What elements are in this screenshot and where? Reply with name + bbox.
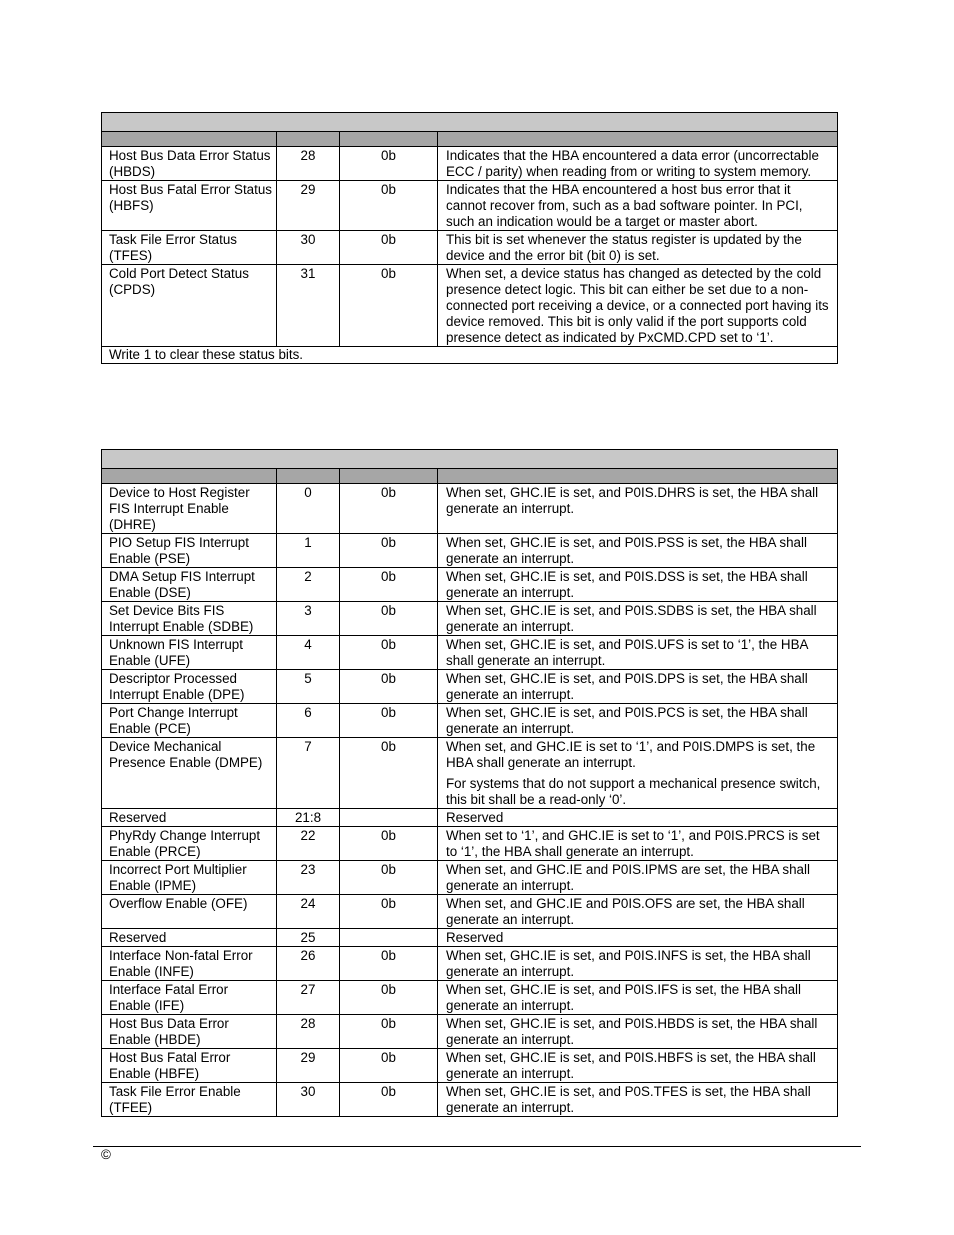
register-field-default: 0b (340, 568, 438, 602)
register-field-description (438, 1083, 838, 1117)
description-paragraph: When set, GHC.IE is set, and P0IS.HBDS is set, the HBA shall generate an interrupt. (446, 1016, 818, 1047)
register-field-default: 0b (340, 265, 438, 347)
register-field-name: Interface Fatal Error Enable (IFE) (102, 981, 277, 1015)
register-field-name: Incorrect Port Multiplier Enable (IPME) (102, 861, 277, 895)
register-field-bit: 1 (277, 534, 340, 568)
table-row (102, 827, 838, 861)
table-row (102, 484, 838, 534)
register-field-description (438, 704, 838, 738)
interrupt-enable-register-body (102, 450, 838, 1117)
register-field-name: Host Bus Data Error Status (HBDS) (102, 147, 277, 181)
table-row (102, 181, 838, 231)
register-field-bit: 26 (277, 947, 340, 981)
register-field-description (438, 1015, 838, 1049)
register-field-bit: 25 (277, 929, 340, 947)
description-paragraph: When set, GHC.IE is set, and P0IS.SDBS is set, the HBA shall generate an interrupt. (446, 603, 817, 634)
table-row (102, 981, 838, 1015)
register-field-name: Descriptor Processed Interrupt Enable (DPE) (102, 670, 277, 704)
table-row (102, 704, 838, 738)
register-field-description (438, 895, 838, 929)
register-field-name: Unknown FIS Interrupt Enable (UFE) (102, 636, 277, 670)
register-field-bit: 2 (277, 568, 340, 602)
register-field-default: 0b (340, 181, 438, 231)
description-paragraph: When set, a device status has changed as detected by the cold presence detect logic. This bit can either be set due to a non-connected port receiving a device, or a connected port having its device removed. This bit is only valid if the port supports cold presence detect as indicated by PxCMD.CPD set to ‘1’. (446, 266, 829, 345)
register-field-default: 0b (340, 947, 438, 981)
register-field-bit: 31 (277, 265, 340, 347)
table-row (102, 1049, 838, 1083)
register-field-bit: 28 (277, 147, 340, 181)
register-field-description (438, 231, 838, 265)
register-field-description (438, 981, 838, 1015)
register-field-name: Device to Host Register FIS Interrupt Enable (DHRE) (102, 484, 277, 534)
table-row (102, 947, 838, 981)
register-field-default: 0b (340, 895, 438, 929)
table-row (102, 147, 838, 181)
register-field-description (438, 534, 838, 568)
register-field-name: Host Bus Fatal Error Status (HBFS) (102, 181, 277, 231)
table-row (102, 1015, 838, 1049)
table-row (102, 636, 838, 670)
footer-divider (93, 1146, 861, 1147)
description-paragraph: When set, and GHC.IE and P0IS.IPMS are set, the HBA shall generate an interrupt. (446, 862, 810, 893)
table-row (102, 1083, 838, 1117)
register-field-default: 0b (340, 704, 438, 738)
register-field-bit: 6 (277, 704, 340, 738)
description-paragraph: When set, GHC.IE is set, and P0IS.DHRS is set, the HBA shall generate an interrupt. (446, 485, 819, 516)
register-field-bit: 27 (277, 981, 340, 1015)
register-field-default: 0b (340, 1049, 438, 1083)
table-row (102, 602, 838, 636)
header-default-cell (340, 132, 438, 147)
description-paragraph: Indicates that the HBA encountered a data error (uncorrectable ECC / parity) when reading from or writing to system memory. (446, 148, 819, 179)
register-field-bit: 30 (277, 231, 340, 265)
table-title-cell (102, 113, 838, 132)
register-field-bit: 28 (277, 1015, 340, 1049)
register-field-description (438, 827, 838, 861)
register-field-name: Reserved (102, 809, 277, 827)
register-field-default: 0b (340, 1015, 438, 1049)
register-field-description (438, 1049, 838, 1083)
table-row (102, 231, 838, 265)
register-field-description (438, 670, 838, 704)
register-field-default: 0b (340, 827, 438, 861)
description-paragraph: When set, GHC.IE is set, and P0S.TFES is set, the HBA shall generate an interrupt. (446, 1084, 811, 1115)
register-field-bit: 21:8 (277, 809, 340, 827)
description-paragraph: For systems that do not support a mechanical presence switch, this bit shall be a read-only ‘0’. (446, 776, 821, 807)
table-title-row (102, 450, 838, 469)
register-field-bit: 22 (277, 827, 340, 861)
table-row (102, 534, 838, 568)
register-field-name: DMA Setup FIS Interrupt Enable (DSE) (102, 568, 277, 602)
register-field-default: 0b (340, 231, 438, 265)
header-bit-cell (277, 469, 340, 484)
table-note-row (102, 347, 838, 364)
register-field-name: Task File Error Status (TFES) (102, 231, 277, 265)
register-field-description (438, 809, 838, 827)
register-field-description (438, 568, 838, 602)
description-paragraph: Indicates that the HBA encountered a host bus error that it cannot recover from, such as a bad software pointer. In PCI, such an indication would be a target or master abort. (446, 182, 803, 229)
register-field-default: 0b (340, 861, 438, 895)
description-paragraph: Reserved (446, 810, 504, 825)
register-field-bit: 30 (277, 1083, 340, 1117)
copyright-notice: © (101, 1147, 111, 1162)
interrupt-enable-register-table (101, 449, 838, 1117)
description-paragraph: When set, GHC.IE is set, and P0IS.PCS is set, the HBA shall generate an interrupt. (446, 705, 808, 736)
register-field-description (438, 929, 838, 947)
table-row (102, 670, 838, 704)
register-field-bit: 4 (277, 636, 340, 670)
register-field-bit: 5 (277, 670, 340, 704)
table-row (102, 809, 838, 827)
table-row (102, 861, 838, 895)
description-paragraph: When set, GHC.IE is set, and P0IS.INFS is set, the HBA shall generate an interrupt. (446, 948, 811, 979)
register-field-description (438, 484, 838, 534)
description-paragraph: Reserved (446, 930, 504, 945)
register-field-name: Host Bus Data Error Enable (HBDE) (102, 1015, 277, 1049)
register-field-default: 0b (340, 484, 438, 534)
description-paragraph: When set, GHC.IE is set, and P0IS.DSS is set, the HBA shall generate an interrupt. (446, 569, 808, 600)
table-title-row (102, 113, 838, 132)
register-field-name: Reserved (102, 929, 277, 947)
header-name-cell (102, 132, 277, 147)
description-paragraph: When set to ‘1’, and GHC.IE is set to ‘1’, and P0IS.PRCS is set to ‘1’, the HBA shall generate an interrupt. (446, 828, 820, 859)
description-paragraph: When set, GHC.IE is set, and P0IS.DPS is set, the HBA shall generate an interrupt. (446, 671, 808, 702)
register-field-bit: 0 (277, 484, 340, 534)
register-field-name: PIO Setup FIS Interrupt Enable (PSE) (102, 534, 277, 568)
description-paragraph: When set, and GHC.IE and P0IS.OFS are set, the HBA shall generate an interrupt. (446, 896, 805, 927)
description-paragraph: When set, GHC.IE is set, and P0IS.PSS is set, the HBA shall generate an interrupt. (446, 535, 807, 566)
register-field-name: Interface Non-fatal Error Enable (INFE) (102, 947, 277, 981)
table-row (102, 929, 838, 947)
description-paragraph: When set, and GHC.IE is set to ‘1’, and P0IS.DMPS is set, the HBA shall generate an interrupt. (446, 739, 816, 770)
description-paragraph: This bit is set whenever the status register is updated by the device and the error bit (bit 0) is set. (446, 232, 802, 263)
table-note: Write 1 to clear these status bits. (102, 347, 838, 364)
register-field-name: Host Bus Fatal Error Enable (HBFE) (102, 1049, 277, 1083)
register-field-description (438, 265, 838, 347)
register-field-bit: 29 (277, 181, 340, 231)
register-field-default: 0b (340, 981, 438, 1015)
register-field-description (438, 147, 838, 181)
register-field-name: Set Device Bits FIS Interrupt Enable (SDBE) (102, 602, 277, 636)
header-description-cell (438, 132, 838, 147)
register-field-description (438, 636, 838, 670)
register-field-name: Device Mechanical Presence Enable (DMPE) (102, 738, 277, 809)
register-field-default: 0b (340, 670, 438, 704)
register-field-name: PhyRdy Change Interrupt Enable (PRCE) (102, 827, 277, 861)
register-field-description (438, 861, 838, 895)
table-title-cell (102, 450, 838, 469)
table-header-row (102, 132, 838, 147)
register-field-default: 0b (340, 636, 438, 670)
table-header-row (102, 469, 838, 484)
register-field-default: 0b (340, 1083, 438, 1117)
register-field-name: Cold Port Detect Status (CPDS) (102, 265, 277, 347)
register-field-description (438, 602, 838, 636)
register-field-default (340, 809, 438, 827)
header-name-cell (102, 469, 277, 484)
register-field-name: Task File Error Enable (TFEE) (102, 1083, 277, 1117)
register-field-default: 0b (340, 602, 438, 636)
register-field-bit: 23 (277, 861, 340, 895)
register-field-bit: 24 (277, 895, 340, 929)
register-field-default: 0b (340, 147, 438, 181)
status-register-table (101, 112, 838, 364)
register-field-default: 0b (340, 738, 438, 809)
table-row (102, 738, 838, 809)
register-field-default: 0b (340, 534, 438, 568)
status-register-body (102, 113, 838, 364)
register-field-name: Port Change Interrupt Enable (PCE) (102, 704, 277, 738)
table-row (102, 568, 838, 602)
register-field-description (438, 738, 838, 809)
register-field-bit: 3 (277, 602, 340, 636)
description-paragraph: When set, GHC.IE is set, and P0IS.IFS is set, the HBA shall generate an interrupt. (446, 982, 801, 1013)
table-row (102, 265, 838, 347)
register-field-default (340, 929, 438, 947)
header-description-cell (438, 469, 838, 484)
description-paragraph: When set, GHC.IE is set, and P0IS.UFS is set to ‘1’, the HBA shall generate an interrupt. (446, 637, 808, 668)
register-field-bit: 7 (277, 738, 340, 809)
register-field-description (438, 181, 838, 231)
header-bit-cell (277, 132, 340, 147)
register-field-bit: 29 (277, 1049, 340, 1083)
register-field-description (438, 947, 838, 981)
table-row (102, 895, 838, 929)
register-field-name: Overflow Enable (OFE) (102, 895, 277, 929)
header-default-cell (340, 469, 438, 484)
description-paragraph: When set, GHC.IE is set, and P0IS.HBFS is set, the HBA shall generate an interrupt. (446, 1050, 816, 1081)
